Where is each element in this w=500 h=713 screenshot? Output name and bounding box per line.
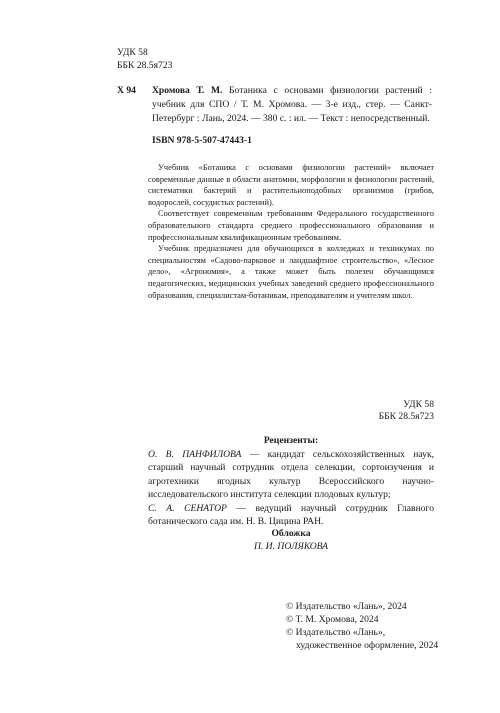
reviewer-name: С. А. СЕНАТОР [148, 502, 227, 514]
copyright-line: художественное оформление, 2024 [296, 640, 439, 651]
reviewer-entry [148, 448, 434, 502]
annotation [148, 162, 434, 301]
catalog-description: Ботаника с основами физиологии растений : учебник для СПО / Т. М. Хромова. — 3-е изд., стер. — Санкт-Петербург : Лань, 2024. — 380 с. : ил. — Текст : непосредственный. [152, 85, 432, 124]
cover-heading: Обложка [271, 528, 311, 539]
reviewers-heading: Рецензенты: [263, 435, 319, 446]
copyright-line: © Т. М. Хромова, 2024 [286, 614, 379, 625]
reviewer-name: О. В. ПАНФИЛОВА [148, 449, 242, 460]
annotation-paragraph: Соответствует современным требованиям Федерального государственного образовательного стандарта среднего профессионального образования и профессиональным квалификационным требованиям. [148, 209, 434, 242]
bbk-repeat: ББК 28.5я723 [378, 411, 434, 422]
udk-repeat: УДК 58 [403, 399, 434, 410]
reviewer-entry [148, 502, 434, 529]
copyright-block [286, 600, 446, 652]
udk-top: УДК 58 [117, 47, 148, 58]
catalog-entry [152, 84, 432, 126]
reviewers-list [148, 448, 434, 528]
copyright-line: © Издательство «Лань», [286, 627, 386, 638]
annotation-paragraph: Учебник предназначен для обучающихся в колледжах и техникумах по специальностям «Садово-парковое и ландшафтное строительство», «Лесное дело», «Агрономия», а также может быть полезен обучающимся педагогических, медицинских учебных заведений среднего профессионального образования, специалистам-ботаникам, преподавателям и учителям школ. [148, 244, 434, 300]
reviewer-description: — ведущий научный сотрудник Главного ботанического сада им. Н. В. Цицина РАН. [148, 502, 434, 528]
isbn: ISBN 978-5-507-47443-1 [152, 135, 252, 146]
catalog-code: Х 94 [117, 85, 136, 96]
cover-designer: П. И. ПОЛЯКОВА [253, 541, 329, 552]
bbk-top: ББК 28.5я723 [117, 60, 173, 71]
annotation-paragraph: Учебник «Ботаника с основами физиологии растений» включает современные данные в области анатомии, морфологии и физиологии растений, систематики бактерий и растительноподобных организмов (грибов, водорослей, сосудистых растений). [148, 163, 434, 207]
copyright-line: © Издательство «Лань», 2024 [286, 601, 407, 612]
reviewer-description: — кандидат сельскохозяйственных наук, старший научный сотрудник отдела селекции, сортоизучения и агротехники ягодных культур Всероссийского научно-исследовательского института селекции плодовых культур; [148, 449, 435, 501]
catalog-author: Хромова Т. М. [152, 85, 223, 96]
